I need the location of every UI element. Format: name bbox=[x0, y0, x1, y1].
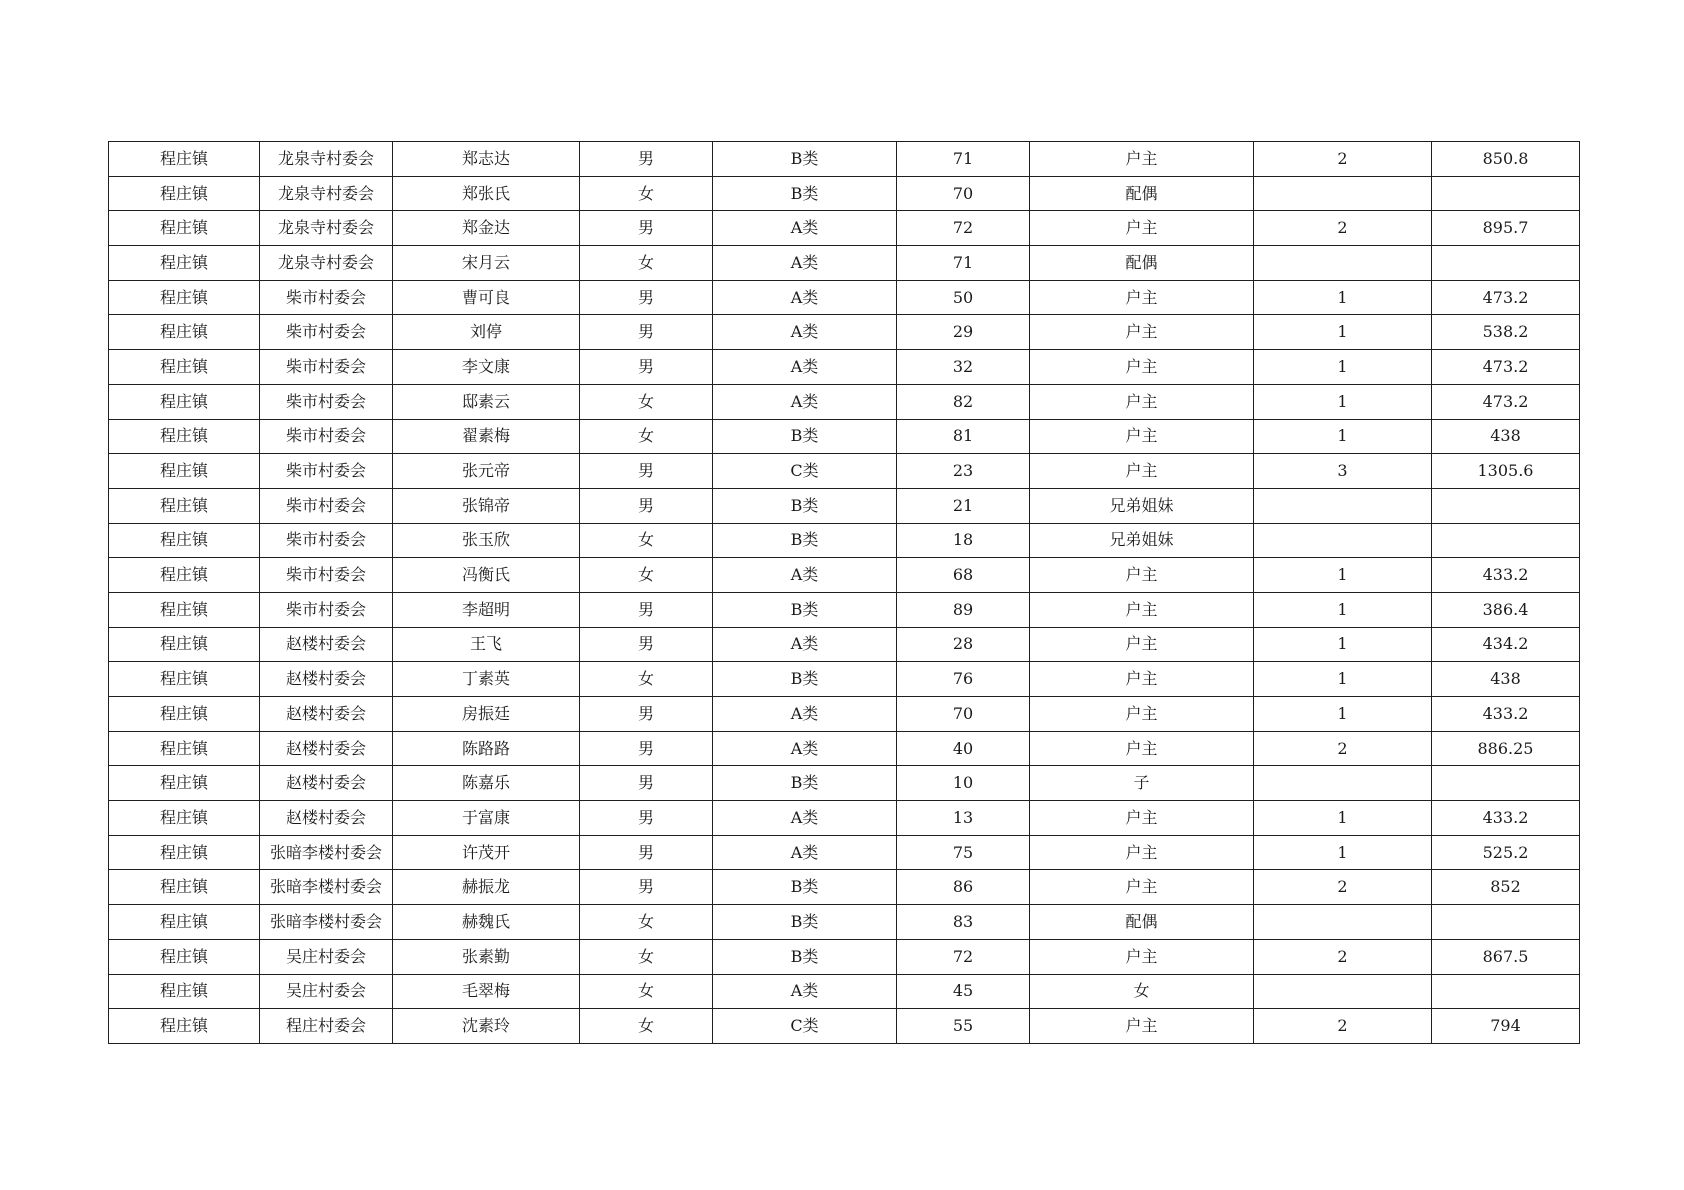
household-size-cell: 1 bbox=[1254, 592, 1432, 627]
household-size-cell bbox=[1254, 523, 1432, 558]
household-size-cell bbox=[1254, 176, 1432, 211]
table-row bbox=[109, 454, 1580, 489]
gender-cell: 女 bbox=[580, 523, 713, 558]
relationship-cell: 户主 bbox=[1030, 350, 1254, 385]
table-row bbox=[109, 350, 1580, 385]
gender-cell: 女 bbox=[580, 905, 713, 940]
amount-cell: 438 bbox=[1432, 662, 1580, 697]
township-cell: 程庄镇 bbox=[109, 697, 260, 732]
township-cell: 程庄镇 bbox=[109, 384, 260, 419]
age-cell: 72 bbox=[897, 211, 1030, 246]
name-cell: 张玉欣 bbox=[393, 523, 580, 558]
amount-cell: 895.7 bbox=[1432, 211, 1580, 246]
age-cell: 72 bbox=[897, 939, 1030, 974]
gender-cell: 女 bbox=[580, 939, 713, 974]
village-committee-cell: 柴市村委会 bbox=[260, 592, 393, 627]
relationship-cell: 兄弟姐妹 bbox=[1030, 523, 1254, 558]
table-row bbox=[109, 419, 1580, 454]
name-cell: 刘停 bbox=[393, 315, 580, 350]
household-size-cell: 1 bbox=[1254, 662, 1432, 697]
category-cell: B类 bbox=[713, 592, 897, 627]
village-committee-cell: 柴市村委会 bbox=[260, 419, 393, 454]
category-cell: B类 bbox=[713, 419, 897, 454]
relationship-cell: 户主 bbox=[1030, 835, 1254, 870]
village-committee-cell: 赵楼村委会 bbox=[260, 627, 393, 662]
amount-cell bbox=[1432, 974, 1580, 1009]
household-size-cell: 2 bbox=[1254, 142, 1432, 177]
township-cell: 程庄镇 bbox=[109, 523, 260, 558]
household-size-cell: 3 bbox=[1254, 454, 1432, 489]
township-cell: 程庄镇 bbox=[109, 350, 260, 385]
category-cell: A类 bbox=[713, 246, 897, 281]
gender-cell: 男 bbox=[580, 142, 713, 177]
table-row bbox=[109, 211, 1580, 246]
gender-cell: 男 bbox=[580, 350, 713, 385]
age-cell: 76 bbox=[897, 662, 1030, 697]
relationship-cell: 户主 bbox=[1030, 384, 1254, 419]
category-cell: A类 bbox=[713, 350, 897, 385]
gender-cell: 男 bbox=[580, 592, 713, 627]
name-cell: 张锦帝 bbox=[393, 488, 580, 523]
age-cell: 13 bbox=[897, 801, 1030, 836]
category-cell: A类 bbox=[713, 731, 897, 766]
relationship-cell: 户主 bbox=[1030, 801, 1254, 836]
village-committee-cell: 赵楼村委会 bbox=[260, 731, 393, 766]
relationship-cell: 户主 bbox=[1030, 939, 1254, 974]
table-row bbox=[109, 731, 1580, 766]
roster-table-body bbox=[109, 142, 1580, 1044]
age-cell: 82 bbox=[897, 384, 1030, 419]
relationship-cell: 户主 bbox=[1030, 558, 1254, 593]
name-cell: 王飞 bbox=[393, 627, 580, 662]
category-cell: A类 bbox=[713, 558, 897, 593]
village-committee-cell: 柴市村委会 bbox=[260, 488, 393, 523]
category-cell: B类 bbox=[713, 905, 897, 940]
village-committee-cell: 柴市村委会 bbox=[260, 523, 393, 558]
gender-cell: 女 bbox=[580, 419, 713, 454]
township-cell: 程庄镇 bbox=[109, 592, 260, 627]
amount-cell: 852 bbox=[1432, 870, 1580, 905]
category-cell: B类 bbox=[713, 142, 897, 177]
relationship-cell: 户主 bbox=[1030, 142, 1254, 177]
household-size-cell: 1 bbox=[1254, 280, 1432, 315]
gender-cell: 男 bbox=[580, 454, 713, 489]
name-cell: 郑志达 bbox=[393, 142, 580, 177]
category-cell: A类 bbox=[713, 280, 897, 315]
village-committee-cell: 赵楼村委会 bbox=[260, 801, 393, 836]
gender-cell: 男 bbox=[580, 697, 713, 732]
gender-cell: 男 bbox=[580, 835, 713, 870]
gender-cell: 男 bbox=[580, 766, 713, 801]
category-cell: B类 bbox=[713, 662, 897, 697]
amount-cell: 794 bbox=[1432, 1009, 1580, 1044]
age-cell: 23 bbox=[897, 454, 1030, 489]
village-committee-cell: 张暗李楼村委会 bbox=[260, 835, 393, 870]
relationship-cell: 户主 bbox=[1030, 211, 1254, 246]
table-row bbox=[109, 905, 1580, 940]
amount-cell: 434.2 bbox=[1432, 627, 1580, 662]
village-committee-cell: 赵楼村委会 bbox=[260, 697, 393, 732]
village-committee-cell: 龙泉寺村委会 bbox=[260, 211, 393, 246]
category-cell: B类 bbox=[713, 523, 897, 558]
relationship-cell: 户主 bbox=[1030, 731, 1254, 766]
gender-cell: 女 bbox=[580, 1009, 713, 1044]
table-row bbox=[109, 142, 1580, 177]
gender-cell: 男 bbox=[580, 280, 713, 315]
township-cell: 程庄镇 bbox=[109, 1009, 260, 1044]
name-cell: 沈素玲 bbox=[393, 1009, 580, 1044]
name-cell: 郑金达 bbox=[393, 211, 580, 246]
age-cell: 40 bbox=[897, 731, 1030, 766]
township-cell: 程庄镇 bbox=[109, 662, 260, 697]
household-size-cell: 1 bbox=[1254, 697, 1432, 732]
category-cell: B类 bbox=[713, 766, 897, 801]
township-cell: 程庄镇 bbox=[109, 801, 260, 836]
age-cell: 75 bbox=[897, 835, 1030, 870]
name-cell: 冯衡氏 bbox=[393, 558, 580, 593]
amount-cell: 1305.6 bbox=[1432, 454, 1580, 489]
table-row bbox=[109, 523, 1580, 558]
township-cell: 程庄镇 bbox=[109, 280, 260, 315]
gender-cell: 男 bbox=[580, 315, 713, 350]
township-cell: 程庄镇 bbox=[109, 315, 260, 350]
village-committee-cell: 龙泉寺村委会 bbox=[260, 176, 393, 211]
age-cell: 83 bbox=[897, 905, 1030, 940]
household-size-cell bbox=[1254, 488, 1432, 523]
amount-cell: 867.5 bbox=[1432, 939, 1580, 974]
amount-cell: 473.2 bbox=[1432, 384, 1580, 419]
table-row bbox=[109, 662, 1580, 697]
gender-cell: 女 bbox=[580, 558, 713, 593]
table-row bbox=[109, 384, 1580, 419]
household-size-cell: 1 bbox=[1254, 627, 1432, 662]
name-cell: 毛翠梅 bbox=[393, 974, 580, 1009]
table-row bbox=[109, 801, 1580, 836]
gender-cell: 男 bbox=[580, 627, 713, 662]
household-size-cell bbox=[1254, 766, 1432, 801]
relationship-cell: 户主 bbox=[1030, 315, 1254, 350]
household-size-cell: 1 bbox=[1254, 419, 1432, 454]
gender-cell: 男 bbox=[580, 870, 713, 905]
village-committee-cell: 赵楼村委会 bbox=[260, 662, 393, 697]
name-cell: 曹可良 bbox=[393, 280, 580, 315]
household-size-cell: 1 bbox=[1254, 315, 1432, 350]
category-cell: A类 bbox=[713, 801, 897, 836]
township-cell: 程庄镇 bbox=[109, 627, 260, 662]
township-cell: 程庄镇 bbox=[109, 939, 260, 974]
household-size-cell: 2 bbox=[1254, 870, 1432, 905]
township-cell: 程庄镇 bbox=[109, 211, 260, 246]
age-cell: 50 bbox=[897, 280, 1030, 315]
age-cell: 70 bbox=[897, 697, 1030, 732]
category-cell: A类 bbox=[713, 211, 897, 246]
household-size-cell: 2 bbox=[1254, 211, 1432, 246]
amount-cell: 473.2 bbox=[1432, 350, 1580, 385]
age-cell: 86 bbox=[897, 870, 1030, 905]
amount-cell bbox=[1432, 176, 1580, 211]
amount-cell: 850.8 bbox=[1432, 142, 1580, 177]
household-size-cell: 2 bbox=[1254, 731, 1432, 766]
table-row bbox=[109, 280, 1580, 315]
village-committee-cell: 张暗李楼村委会 bbox=[260, 870, 393, 905]
table-row bbox=[109, 176, 1580, 211]
name-cell: 赫魏氏 bbox=[393, 905, 580, 940]
amount-cell bbox=[1432, 246, 1580, 281]
relationship-cell: 户主 bbox=[1030, 454, 1254, 489]
gender-cell: 男 bbox=[580, 801, 713, 836]
age-cell: 32 bbox=[897, 350, 1030, 385]
category-cell: A类 bbox=[713, 974, 897, 1009]
name-cell: 翟素梅 bbox=[393, 419, 580, 454]
category-cell: A类 bbox=[713, 627, 897, 662]
table-row bbox=[109, 697, 1580, 732]
amount-cell bbox=[1432, 905, 1580, 940]
relationship-cell: 户主 bbox=[1030, 697, 1254, 732]
relationship-cell: 配偶 bbox=[1030, 246, 1254, 281]
table-row bbox=[109, 592, 1580, 627]
name-cell: 张元帝 bbox=[393, 454, 580, 489]
village-committee-cell: 柴市村委会 bbox=[260, 384, 393, 419]
amount-cell: 538.2 bbox=[1432, 315, 1580, 350]
township-cell: 程庄镇 bbox=[109, 454, 260, 489]
age-cell: 10 bbox=[897, 766, 1030, 801]
township-cell: 程庄镇 bbox=[109, 558, 260, 593]
household-size-cell: 1 bbox=[1254, 350, 1432, 385]
age-cell: 68 bbox=[897, 558, 1030, 593]
name-cell: 房振廷 bbox=[393, 697, 580, 732]
household-size-cell: 2 bbox=[1254, 939, 1432, 974]
name-cell: 邸素云 bbox=[393, 384, 580, 419]
household-size-cell bbox=[1254, 974, 1432, 1009]
village-committee-cell: 张暗李楼村委会 bbox=[260, 905, 393, 940]
amount-cell: 433.2 bbox=[1432, 558, 1580, 593]
table-row bbox=[109, 246, 1580, 281]
gender-cell: 男 bbox=[580, 488, 713, 523]
relationship-cell: 户主 bbox=[1030, 870, 1254, 905]
amount-cell bbox=[1432, 766, 1580, 801]
table-row bbox=[109, 766, 1580, 801]
village-committee-cell: 龙泉寺村委会 bbox=[260, 246, 393, 281]
name-cell: 丁素英 bbox=[393, 662, 580, 697]
amount-cell bbox=[1432, 523, 1580, 558]
township-cell: 程庄镇 bbox=[109, 176, 260, 211]
age-cell: 18 bbox=[897, 523, 1030, 558]
gender-cell: 女 bbox=[580, 246, 713, 281]
relationship-cell: 户主 bbox=[1030, 1009, 1254, 1044]
gender-cell: 女 bbox=[580, 384, 713, 419]
gender-cell: 男 bbox=[580, 731, 713, 766]
relationship-cell: 配偶 bbox=[1030, 905, 1254, 940]
category-cell: A类 bbox=[713, 835, 897, 870]
category-cell: C类 bbox=[713, 454, 897, 489]
gender-cell: 女 bbox=[580, 974, 713, 1009]
name-cell: 张素勤 bbox=[393, 939, 580, 974]
village-committee-cell: 柴市村委会 bbox=[260, 454, 393, 489]
township-cell: 程庄镇 bbox=[109, 766, 260, 801]
township-cell: 程庄镇 bbox=[109, 142, 260, 177]
age-cell: 21 bbox=[897, 488, 1030, 523]
category-cell: B类 bbox=[713, 870, 897, 905]
relationship-cell: 户主 bbox=[1030, 280, 1254, 315]
township-cell: 程庄镇 bbox=[109, 905, 260, 940]
household-size-cell: 1 bbox=[1254, 835, 1432, 870]
township-cell: 程庄镇 bbox=[109, 731, 260, 766]
amount-cell: 438 bbox=[1432, 419, 1580, 454]
age-cell: 45 bbox=[897, 974, 1030, 1009]
table-row bbox=[109, 939, 1580, 974]
household-size-cell: 1 bbox=[1254, 801, 1432, 836]
name-cell: 宋月云 bbox=[393, 246, 580, 281]
name-cell: 李超明 bbox=[393, 592, 580, 627]
household-size-cell: 1 bbox=[1254, 558, 1432, 593]
category-cell: C类 bbox=[713, 1009, 897, 1044]
relationship-cell: 兄弟姐妹 bbox=[1030, 488, 1254, 523]
household-size-cell: 2 bbox=[1254, 1009, 1432, 1044]
village-committee-cell: 吴庄村委会 bbox=[260, 939, 393, 974]
table-row bbox=[109, 558, 1580, 593]
household-size-cell bbox=[1254, 246, 1432, 281]
township-cell: 程庄镇 bbox=[109, 835, 260, 870]
township-cell: 程庄镇 bbox=[109, 488, 260, 523]
relationship-cell: 女 bbox=[1030, 974, 1254, 1009]
category-cell: A类 bbox=[713, 384, 897, 419]
age-cell: 29 bbox=[897, 315, 1030, 350]
table-row bbox=[109, 627, 1580, 662]
village-committee-cell: 赵楼村委会 bbox=[260, 766, 393, 801]
relationship-cell: 子 bbox=[1030, 766, 1254, 801]
age-cell: 28 bbox=[897, 627, 1030, 662]
household-size-cell: 1 bbox=[1254, 384, 1432, 419]
amount-cell: 433.2 bbox=[1432, 801, 1580, 836]
amount-cell: 386.4 bbox=[1432, 592, 1580, 627]
village-committee-cell: 柴市村委会 bbox=[260, 315, 393, 350]
name-cell: 于富康 bbox=[393, 801, 580, 836]
table-row bbox=[109, 488, 1580, 523]
age-cell: 70 bbox=[897, 176, 1030, 211]
age-cell: 89 bbox=[897, 592, 1030, 627]
table-row bbox=[109, 974, 1580, 1009]
name-cell: 李文康 bbox=[393, 350, 580, 385]
category-cell: A类 bbox=[713, 315, 897, 350]
relationship-cell: 户主 bbox=[1030, 419, 1254, 454]
category-cell: B类 bbox=[713, 176, 897, 211]
gender-cell: 女 bbox=[580, 176, 713, 211]
age-cell: 71 bbox=[897, 246, 1030, 281]
age-cell: 55 bbox=[897, 1009, 1030, 1044]
table-row bbox=[109, 1009, 1580, 1044]
village-committee-cell: 程庄村委会 bbox=[260, 1009, 393, 1044]
table-row bbox=[109, 315, 1580, 350]
name-cell: 赫振龙 bbox=[393, 870, 580, 905]
category-cell: B类 bbox=[713, 488, 897, 523]
village-committee-cell: 柴市村委会 bbox=[260, 558, 393, 593]
amount-cell bbox=[1432, 488, 1580, 523]
amount-cell: 433.2 bbox=[1432, 697, 1580, 732]
gender-cell: 男 bbox=[580, 211, 713, 246]
name-cell: 陈嘉乐 bbox=[393, 766, 580, 801]
table-row bbox=[109, 870, 1580, 905]
category-cell: B类 bbox=[713, 939, 897, 974]
category-cell: A类 bbox=[713, 697, 897, 732]
relationship-cell: 户主 bbox=[1030, 662, 1254, 697]
village-committee-cell: 柴市村委会 bbox=[260, 350, 393, 385]
age-cell: 81 bbox=[897, 419, 1030, 454]
name-cell: 郑张氏 bbox=[393, 176, 580, 211]
township-cell: 程庄镇 bbox=[109, 870, 260, 905]
name-cell: 陈路路 bbox=[393, 731, 580, 766]
township-cell: 程庄镇 bbox=[109, 974, 260, 1009]
township-cell: 程庄镇 bbox=[109, 246, 260, 281]
household-size-cell bbox=[1254, 905, 1432, 940]
gender-cell: 女 bbox=[580, 662, 713, 697]
table-row bbox=[109, 835, 1580, 870]
age-cell: 71 bbox=[897, 142, 1030, 177]
name-cell: 许茂开 bbox=[393, 835, 580, 870]
amount-cell: 886.25 bbox=[1432, 731, 1580, 766]
village-committee-cell: 柴市村委会 bbox=[260, 280, 393, 315]
amount-cell: 525.2 bbox=[1432, 835, 1580, 870]
village-committee-cell: 吴庄村委会 bbox=[260, 974, 393, 1009]
roster-table bbox=[108, 141, 1580, 1044]
relationship-cell: 户主 bbox=[1030, 627, 1254, 662]
village-committee-cell: 龙泉寺村委会 bbox=[260, 142, 393, 177]
relationship-cell: 户主 bbox=[1030, 592, 1254, 627]
relationship-cell: 配偶 bbox=[1030, 176, 1254, 211]
amount-cell: 473.2 bbox=[1432, 280, 1580, 315]
township-cell: 程庄镇 bbox=[109, 419, 260, 454]
